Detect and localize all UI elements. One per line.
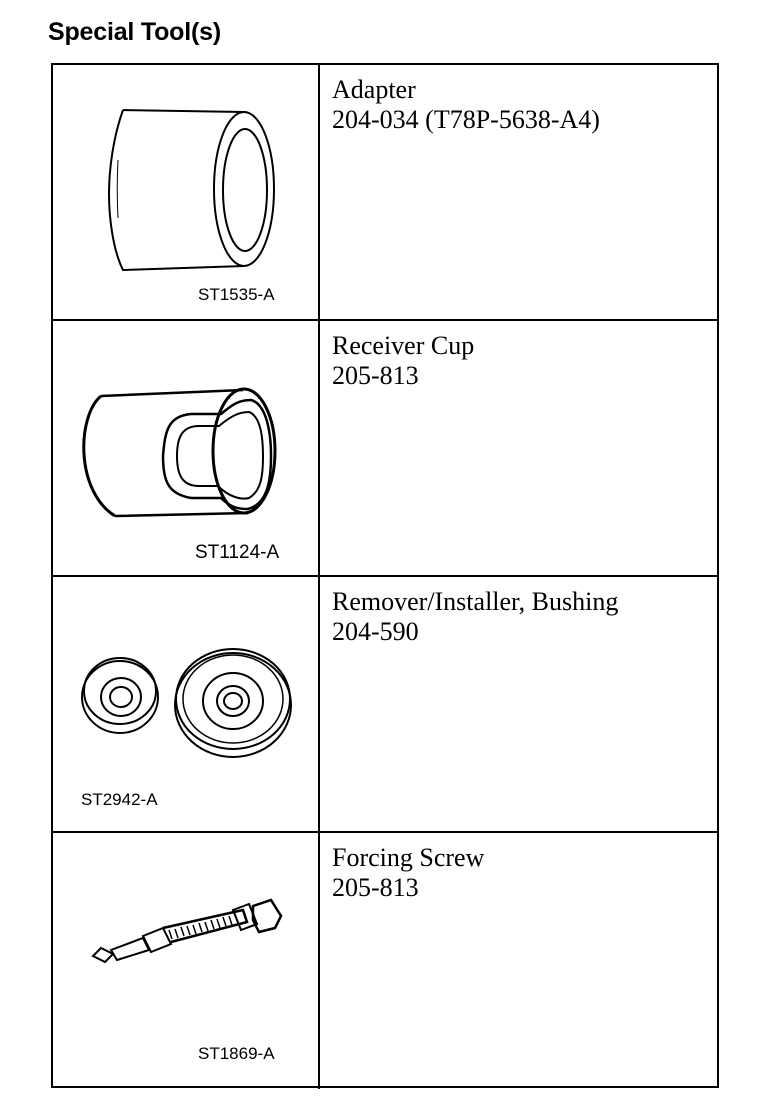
figure-code: ST2942-A (81, 790, 158, 809)
special-tools-table (51, 63, 719, 1088)
tool-image-cell (53, 577, 320, 831)
figure-code: ST1535-A (198, 285, 275, 304)
bushing-remover-installer-illustration-icon (73, 627, 303, 767)
tool-description (332, 75, 712, 135)
figure-code: ST1124-A (195, 542, 280, 563)
tool-image-cell (53, 321, 320, 575)
tool-image-cell (53, 833, 320, 1089)
tool-number: 205-813 (332, 873, 419, 902)
tool-name: Forcing Screw (332, 843, 485, 872)
tool-description (332, 587, 712, 647)
forcing-screw-illustration-icon (83, 898, 293, 978)
tool-number: 205-813 (332, 361, 419, 390)
tool-name: Remover/Installer, Bushing (332, 587, 619, 616)
table-row (53, 321, 717, 577)
table-row (53, 833, 717, 1089)
tool-description (332, 331, 712, 391)
adapter-illustration-icon (93, 100, 283, 280)
figure-code: ST1869-A (198, 1044, 275, 1063)
tool-image-cell (53, 65, 320, 319)
table-row (53, 65, 717, 321)
tool-number: 204-590 (332, 617, 419, 646)
tool-name: Receiver Cup (332, 331, 475, 360)
tool-description (332, 843, 712, 903)
tool-number: 204-034 (T78P-5638-A4) (332, 105, 600, 134)
page-title: Special Tool(s) (48, 18, 221, 46)
table-row (53, 577, 717, 833)
tool-name: Adapter (332, 75, 416, 104)
receiver-cup-illustration-icon (73, 376, 283, 526)
